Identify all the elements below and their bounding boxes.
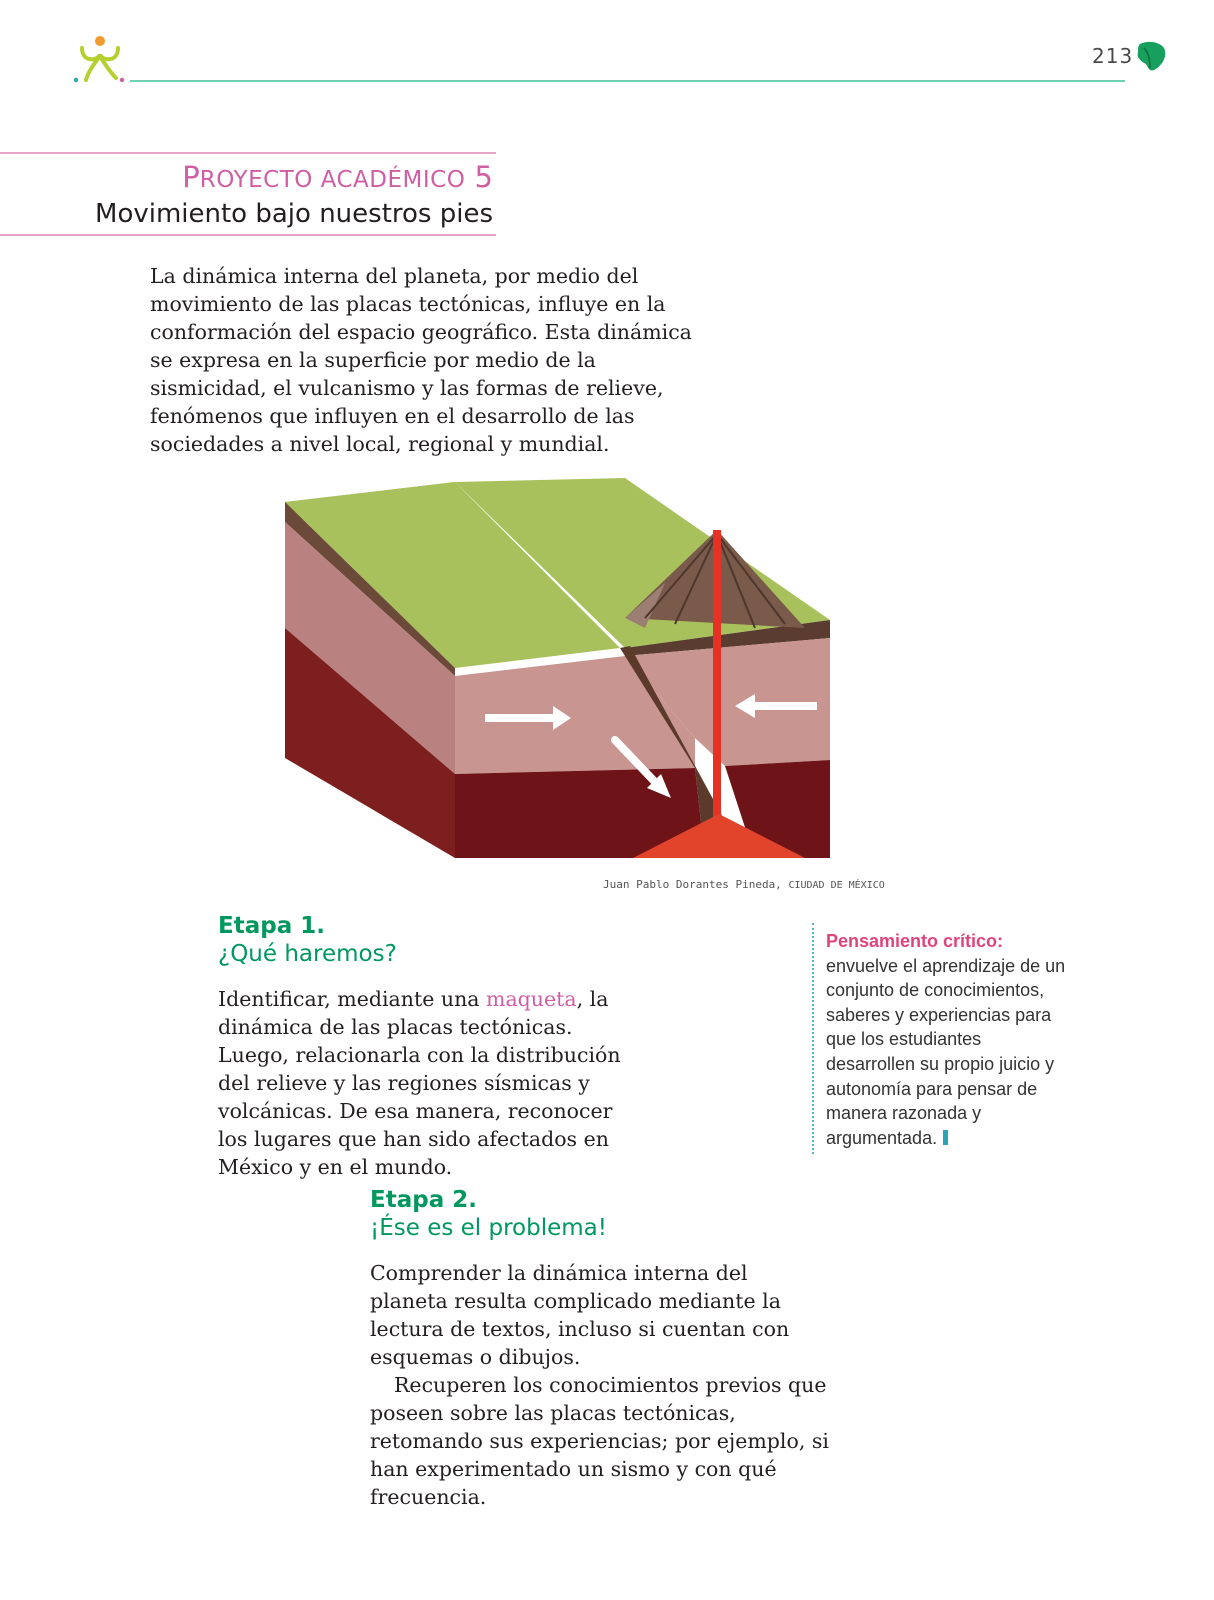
stage2-title: Etapa 2. [370, 1187, 477, 1213]
project-label: PROYECTO ACADÉMICO 5 [182, 160, 493, 194]
page-number: 213 [1092, 44, 1134, 68]
sidebar-text: envuelve el aprendizaje de un conjunto de conocimientos, saberes y experiencias para que los estudiantes desarrollen su propio juicio y autonomía para pensar de manera razonada y argumentada. [826, 955, 1066, 1148]
person-flower-logo [74, 34, 126, 86]
header-rule [130, 80, 1125, 82]
stage2-paragraph-1: Comprender la dinámica interna del planeta resulta complicado mediante la lectura de textos, incluso si cuentan con esquemas o dibujos. [370, 1261, 790, 1369]
stage2-paragraph-2: Recuperen los conocimientos previos que poseen sobre las placas tectónicas, retomando sus experiencias; por ejemplo, si han experimentado un sismo y con qué frecuencia. [370, 1373, 829, 1509]
stage2-section [370, 1187, 830, 1511]
heading-bottom-rule [0, 234, 496, 236]
critical-thinking-sidebar [812, 923, 1066, 1154]
sidebar-title: Pensamiento crítico: [826, 931, 1004, 951]
stage2-subtitle: ¡Ése es el problema! [370, 1215, 607, 1241]
green-leaf-icon [1134, 40, 1168, 74]
glossary-term-maqueta[interactable]: maqueta [486, 987, 577, 1011]
end-marker-icon [943, 1130, 948, 1145]
heading-top-rule [0, 152, 496, 154]
stage1-title: Etapa 1. [218, 913, 325, 939]
stage1-subtitle: ¿Qué haremos? [218, 941, 397, 967]
stage1-section [218, 913, 638, 1181]
image-credit: Juan Pablo Dorantes Pineda, CIUDAD DE MÉXICO [603, 878, 885, 891]
project-title: Movimiento bajo nuestros pies [95, 199, 493, 229]
tectonic-plate-subduction-illustration [285, 478, 845, 870]
intro-paragraph: La dinámica interna del planeta, por medio del movimiento de las placas tectónicas, influye en la conformación del espacio geográfico. Esta dinámica se expresa en la superficie por medio de la sismicidad, el vulcanismo y las formas de relieve, fenómenos que influyen en el desarrollo de las sociedades a nivel local, regional y mundial. [150, 264, 692, 456]
stage1-body: Identificar, mediante una maqueta, la dinámica de las placas tectónicas. Luego, relacionarla con la distribución del relieve y las regiones sísmicas y volcánicas. De esa manera, reconocer los lugares que han sido afectados en México y en el mundo. [218, 987, 621, 1179]
